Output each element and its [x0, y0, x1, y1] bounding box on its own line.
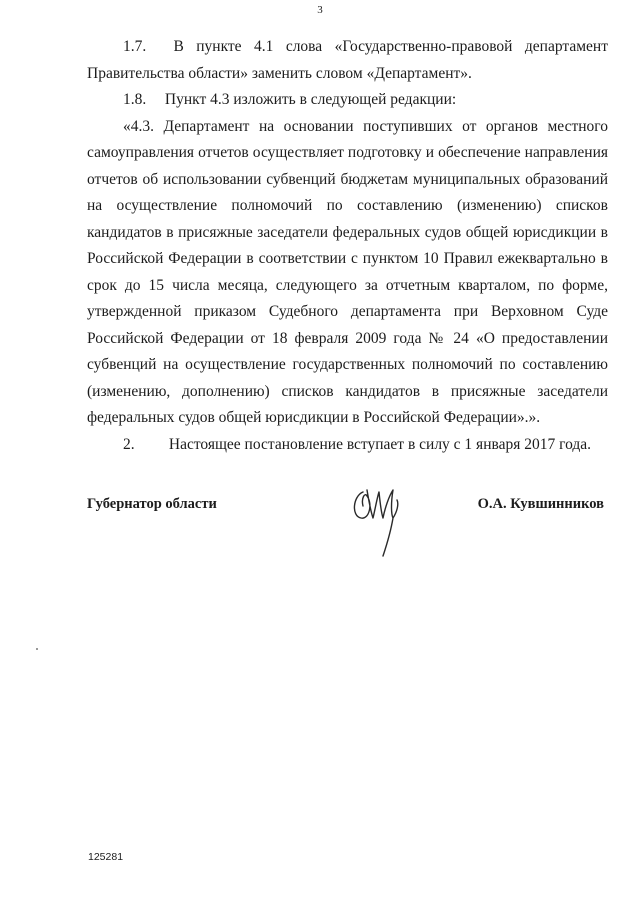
paragraph-1-8 [87, 87, 608, 114]
paragraph-text: Пункт 4.3 изложить в следующей редакции: [164, 91, 457, 108]
paragraph-number: 2. [123, 435, 135, 453]
paragraph-number: 1.7. [123, 38, 147, 55]
signer-title: Губернатор области [87, 496, 217, 512]
paragraph-text: В пункте 4.1 слова «Государственно-правовой департамент Правительства области» заменить словом «Департамент». [87, 38, 608, 82]
signer-name: О.А. Кувшинников [477, 496, 604, 512]
page-number: 3 [317, 4, 323, 16]
paragraph-number: 1.8. [123, 91, 147, 108]
paragraph-1-7 [87, 34, 608, 87]
paragraph-4-3-quote [87, 114, 608, 432]
document-body [87, 34, 608, 458]
handwritten-signature [349, 482, 411, 562]
scan-speck [36, 648, 38, 650]
paragraph-text: Настоящее постановление вступает в силу с 1 января 2017 года. [168, 435, 592, 453]
document-code: 125281 [88, 851, 124, 863]
paragraph-text: «4.3. Департамент на основании поступивших от органов местного самоуправления отчетов осуществляет подготовку и обеспечение направления отчетов об использовании субвенций бюджетам муниципальных образований на осуществление полномочий по составлению (изменению) списков кандидатов в присяжные заседатели федеральных судов общей юрисдикции в Российской Федерации в соответствии с пунктом 10 Правил ежеквартально в срок до 15 числа месяца, следующего за отчетным кварталом, по форме, утвержденной приказом Судебного департамента при Верховном Суде Российской Федерации от 18 февраля 2009 года № 24 «О предоставлении субвенций на осуществление государственных полномочий по составлению (изменению, дополнению) списков кандидатов в присяжные заседатели федеральных судов общей юрисдикции в Российской Федерации».». [87, 117, 608, 426]
signature-block [87, 496, 608, 576]
paragraph-2 [87, 432, 608, 459]
